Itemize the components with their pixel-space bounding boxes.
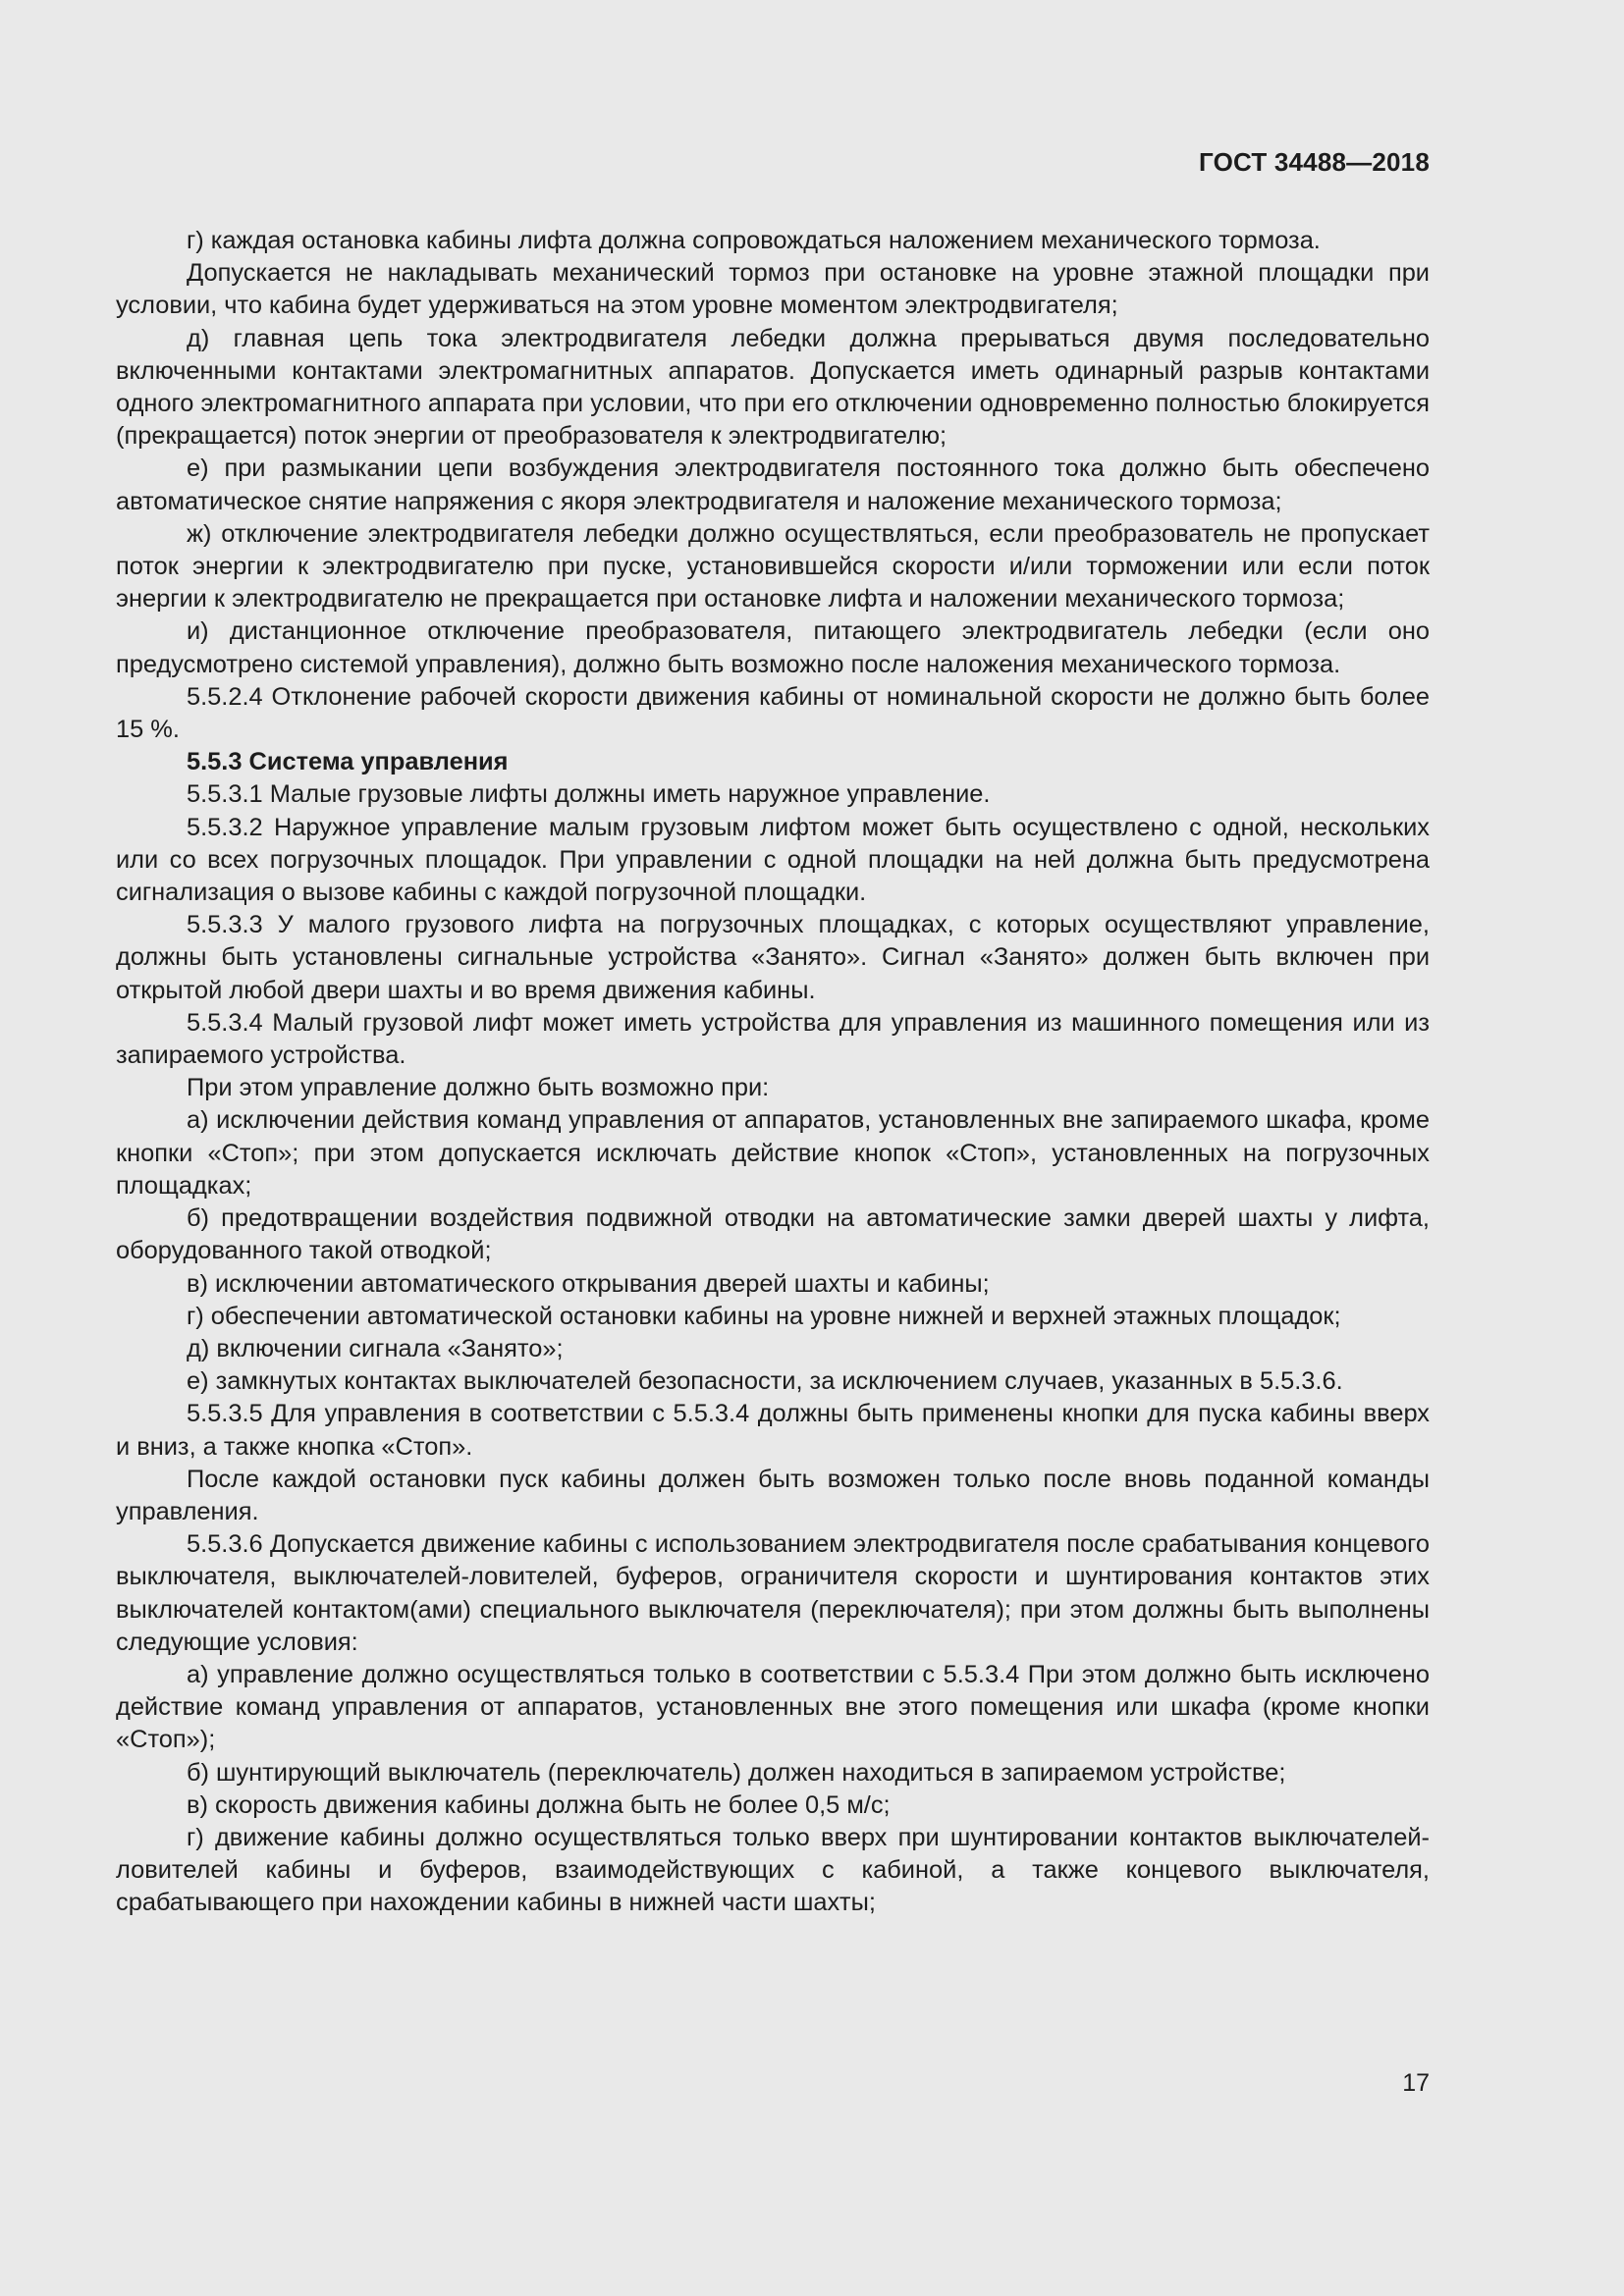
list-item-b: б) предотвращении воздействия подвижной отводки на автоматические замки дверей шахты у лифта, оборудованного такой отводкой;: [116, 1204, 1430, 1265]
clause-5-5-3-5: 5.5.3.5 Для управления в соответствии с 5.5.3.4 должны быть применены кнопки для пуска кабины вверх и вниз, а также кнопка «Стоп».: [116, 1400, 1430, 1461]
list-item-g: г) движение кабины должно осуществляться только вверх при шунтировании контактов выключателей-ловителей кабины и буферов, взаимодействующих с кабиной, а также концевого выключателя, срабатывающего при нахождении кабины в нижней части шахты;: [116, 1823, 1430, 1917]
paragraph-item-e: е) при размыкании цепи возбуждения электродвигателя постоянного тока должно быть обеспечено автоматическое снятие напряжения с якоря электродвигателя и наложение механического тормоза;: [116, 454, 1430, 515]
page-number: 17: [1402, 2069, 1430, 2097]
list-item-a: а) исключении действия команд управления от аппаратов, установленных вне запираемого шкафа, кроме кнопки «Стоп»; при этом допускается исключать действие кнопок «Стоп», установленных на погрузочных площадках;: [116, 1106, 1430, 1200]
list-item-d: д) включении сигнала «Занято»;: [187, 1334, 564, 1362]
paragraph: После каждой остановки пуск кабины должен быть возможен только после вновь поданной команды управления.: [116, 1465, 1430, 1525]
list-item-a: а) управление должно осуществляться только в соответствии с 5.5.3.4 При этом должно быть исключено действие команд управления от аппаратов, установленных вне этого помещения или шкафа (кроме кнопки «Стоп»);: [116, 1660, 1430, 1754]
list-item-v: в) исключении автоматического открывания дверей шахты и кабины;: [187, 1269, 990, 1298]
paragraph-item-i: и) дистанционное отключение преобразователя, питающего электродвигатель лебедки (если оно предусмотрено системой управления), должно быть возможно после наложения механического тормоза.: [116, 617, 1430, 678]
paragraph-item-g: г) каждая остановка кабины лифта должна сопровождаться наложением механического тормоза.: [187, 227, 1321, 254]
list-item-v: в) скорость движения кабины должна быть не более 0,5 м/с;: [187, 1790, 891, 1819]
clause-5-5-3-1: 5.5.3.1 Малые грузовые лифты должны иметь наружное управление.: [187, 780, 991, 809]
clause-5-5-3-4: 5.5.3.4 Малый грузовой лифт может иметь устройства для управления из машинного помещения или из запираемого устройства.: [116, 1008, 1430, 1070]
paragraph-item-zh: ж) отключение электродвигателя лебедки должно осуществляться, если преобразователь не пропускает поток энергии к электродвигателю при пуске, установившейся скорости и/или торможении или если поток энергии к электродвигателю не прекращается при остановке лифта и наложении механического тормоза;: [116, 519, 1430, 614]
paragraph: При этом управление должно быть возможно при:: [187, 1074, 770, 1102]
list-item-b: б) шунтирующий выключатель (переключатель) должен находиться в запираемом устройстве;: [187, 1758, 1286, 1787]
paragraph-item-d: д) главная цепь тока электродвигателя лебедки должна прерываться двумя последовательно включенными контактами электромагнитных аппаратов. Допускается иметь одинарный разрыв контактами одного электромагнитного аппарата при условии, что при его отключении одновременно полностью блокируется (прекращается) поток энергии от преобразователя к электродвигателю;: [116, 324, 1430, 451]
clause-5-5-3-6: 5.5.3.6 Допускается движение кабины с использованием электродвигателя после срабатывания концевого выключателя, выключателей-ловителей, буферов, ограничителя скорости и шунтирования контактов этих выключателей контактом(ами) специального выключателя (переключателя); при этом должны быть выполнены следующие условия:: [116, 1530, 1430, 1656]
paragraph: Допускается не накладывать механический тормоз при остановке на уровне этажной площадки при условии, что кабина будет удерживаться на этом уровне моментом электродвигателя;: [116, 259, 1430, 320]
document-body: [116, 225, 1430, 1920]
list-item-g: г) обеспечении автоматической остановки кабины на уровне нижней и верхней этажных площадок;: [187, 1302, 1341, 1330]
list-item-e: е) замкнутых контактах выключателей безопасности, за исключением случаев, указанных в 5.5.3.6.: [187, 1367, 1343, 1396]
section-heading: 5.5.3 Система управления: [187, 748, 509, 776]
clause-5-5-2-4: 5.5.2.4 Отклонение рабочей скорости движения кабины от номинальной скорости не должно быть более 15 %.: [116, 682, 1430, 744]
clause-5-5-3-3: 5.5.3.3 У малого грузового лифта на погрузочных площадках, с которых осуществляют управление, должны быть установлены сигнальные устройства «Занято». Сигнал «Занято» должен быть включен при открытой любой двери шахты и во время движения кабины.: [116, 911, 1430, 1004]
document-header: ГОСТ 34488—2018: [1199, 147, 1430, 177]
clause-5-5-3-2: 5.5.3.2 Наружное управление малым грузовым лифтом может быть осуществлено с одной, нескольких или со всех погрузочных площадок. При управлении с одной площадки на ней должна быть предусмотрена сигнализация о вызове кабины с каждой погрузочной площадки.: [116, 813, 1430, 907]
